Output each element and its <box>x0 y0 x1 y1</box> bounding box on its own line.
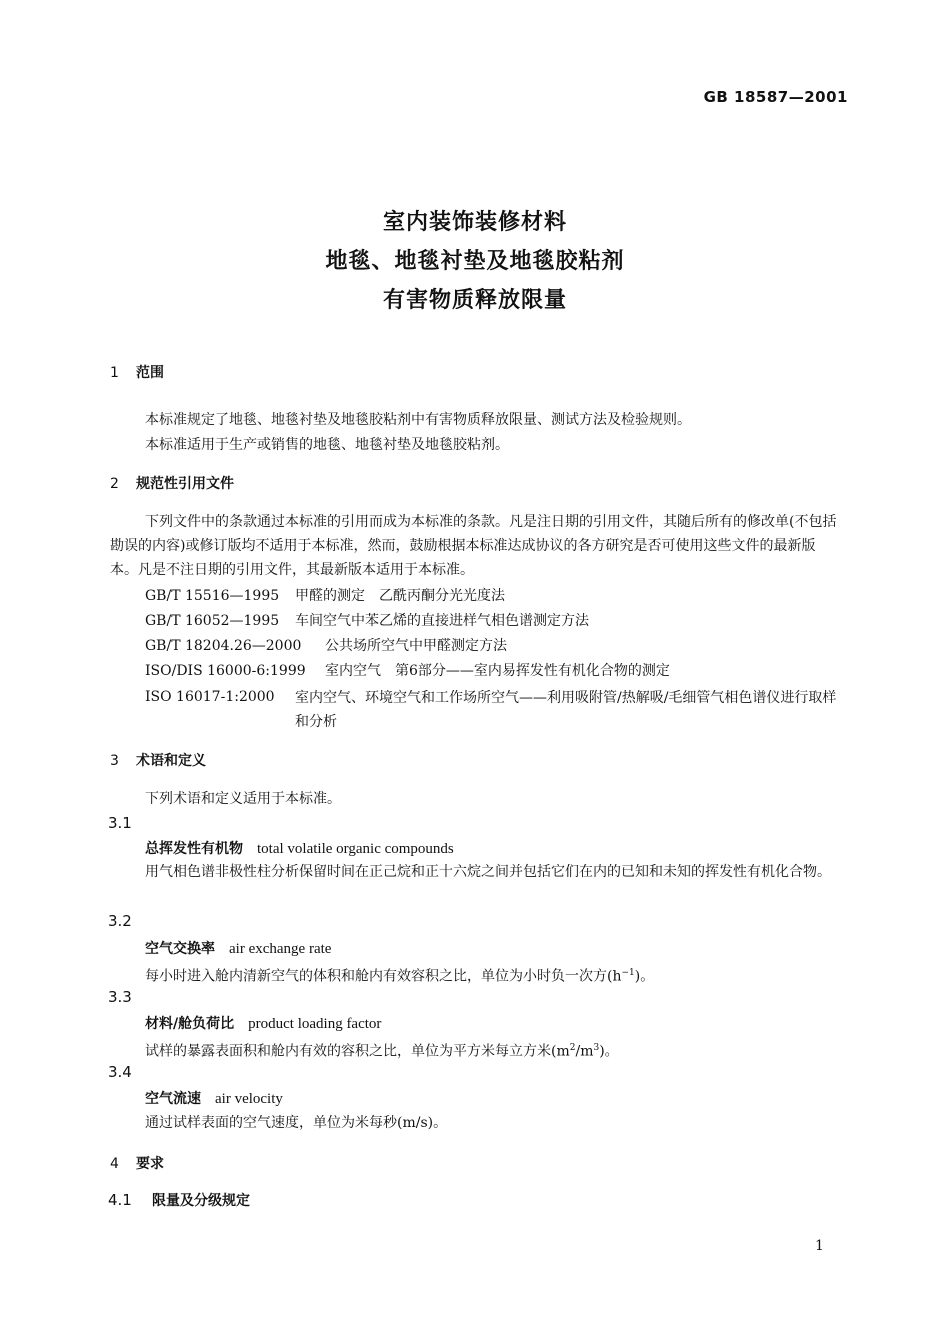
doc-title-line3: 有害物质释放限量 <box>382 288 567 313</box>
subsection-4-1-heading <box>108 1190 250 1210</box>
section-1-heading <box>110 362 164 382</box>
ref-item <box>145 610 589 632</box>
ref-code: GB/T 16052—1995 <box>145 613 280 629</box>
ref-code: ISO/DIS 16000-6:1999 <box>145 663 306 679</box>
doc-title-line2: 地毯、地毯衬垫及地毯胶粘剂 <box>325 249 625 274</box>
section-title: 术语和定义 <box>136 753 206 769</box>
ref-code: ISO 16017-1:2000 <box>145 689 275 705</box>
subsection-title: 限量及分级规定 <box>152 1193 250 1209</box>
ref-code: GB/T 15516—1995 <box>145 588 280 604</box>
sec3-intro: 下列术语和定义适用于本标准。 <box>145 791 341 807</box>
section-2-heading <box>110 473 234 493</box>
ref-item <box>145 660 670 682</box>
term-heading <box>145 1088 283 1108</box>
section-title: 要求 <box>136 1156 164 1172</box>
ref-title: 车间空气中苯乙烯的直接进样气相色谱测定方法 <box>295 613 589 629</box>
sec2-intro: 下列文件中的条款通过本标准的引用而成为本标准的条款。凡是注日期的引用文件，其随后所有的修改单(不包括勘误的内容)或修订版均不适用于本标准，然而，鼓励根据本标准达成协议的各方研究是否可使用这些文件的最新版本。凡是不注日期的引用文件，其最新版本适用于本标准。 <box>110 514 837 578</box>
ref-title: 室内空气、环境空气和工作场所空气——利用吸附管/热解吸/毛细管气相色谱仪进行取样和分析 <box>295 690 837 730</box>
subsection-number: 3.3 <box>108 988 132 1006</box>
ref-title: 甲醛的测定 乙酰丙酮分光光度法 <box>295 588 505 604</box>
term-heading <box>145 1013 381 1033</box>
section-number: 3 <box>110 753 119 769</box>
ref-item <box>145 585 505 607</box>
term-en: total volatile organic compounds <box>257 841 454 857</box>
term-definition: 试样的暴露表面积和舱内有效的容积之比，单位为平方米每立方米$(m^2/m^3)$。 <box>145 1043 619 1060</box>
section-3-heading <box>110 750 206 770</box>
doc-title-line1: 室内装饰装修材料 <box>382 210 567 235</box>
section-title: 规范性引用文件 <box>136 476 234 492</box>
sec1-paragraph-1: 本标准规定了地毯、地毯衬垫及地毯胶粘剂中有害物质释放限量、测试方法及检验规则。 <box>145 412 691 428</box>
standard-code: GB 18587—2001 <box>703 88 848 106</box>
section-number: 4 <box>110 1156 119 1172</box>
ref-item <box>145 635 507 657</box>
page-number: 1 <box>815 1238 824 1254</box>
ref-title: 公共场所空气中甲醛测定方法 <box>325 638 507 654</box>
ref-item <box>145 686 845 734</box>
subsection-number: 3.4 <box>108 1063 132 1081</box>
section-number: 2 <box>110 476 119 492</box>
term-zh: 空气交换率 <box>145 941 215 957</box>
sec1-paragraph-2: 本标准适用于生产或销售的地毯、地毯衬垫及地毯胶粘剂。 <box>145 437 509 453</box>
ref-code: GB/T 18204.26—2000 <box>145 638 302 654</box>
subsection-number: 3.2 <box>108 912 132 930</box>
term-heading <box>145 938 331 958</box>
term-heading <box>145 838 454 858</box>
subsection-number: 4.1 <box>108 1191 132 1209</box>
section-4-heading <box>110 1153 164 1173</box>
term-en: air velocity <box>215 1091 283 1107</box>
section-title: 范围 <box>136 365 164 381</box>
term-zh: 空气流速 <box>145 1091 201 1107</box>
ref-title: 室内空气 第6部分——室内易挥发性有机化合物的测定 <box>325 663 670 679</box>
subsection-number: 3.1 <box>108 814 132 832</box>
section-number: 1 <box>110 365 119 381</box>
term-zh: 总挥发性有机物 <box>145 841 243 857</box>
term-definition: 每小时进入舱内清新空气的体积和舱内有效容积之比，单位为小时负一次方$(h^{-1})$。 <box>145 968 655 985</box>
term-en: air exchange rate <box>229 941 332 957</box>
term-definition: 用气相色谱非极性柱分析保留时间在正己烷和正十六烷之间并包括它们在内的已知和未知的挥发性有机化合物。 <box>145 864 831 880</box>
term-en: product loading factor <box>248 1016 382 1032</box>
term-zh: 材料/舱负荷比 <box>145 1016 235 1032</box>
term-definition: 通过试样表面的空气速度，单位为米每秒(m/s)。 <box>145 1115 448 1131</box>
